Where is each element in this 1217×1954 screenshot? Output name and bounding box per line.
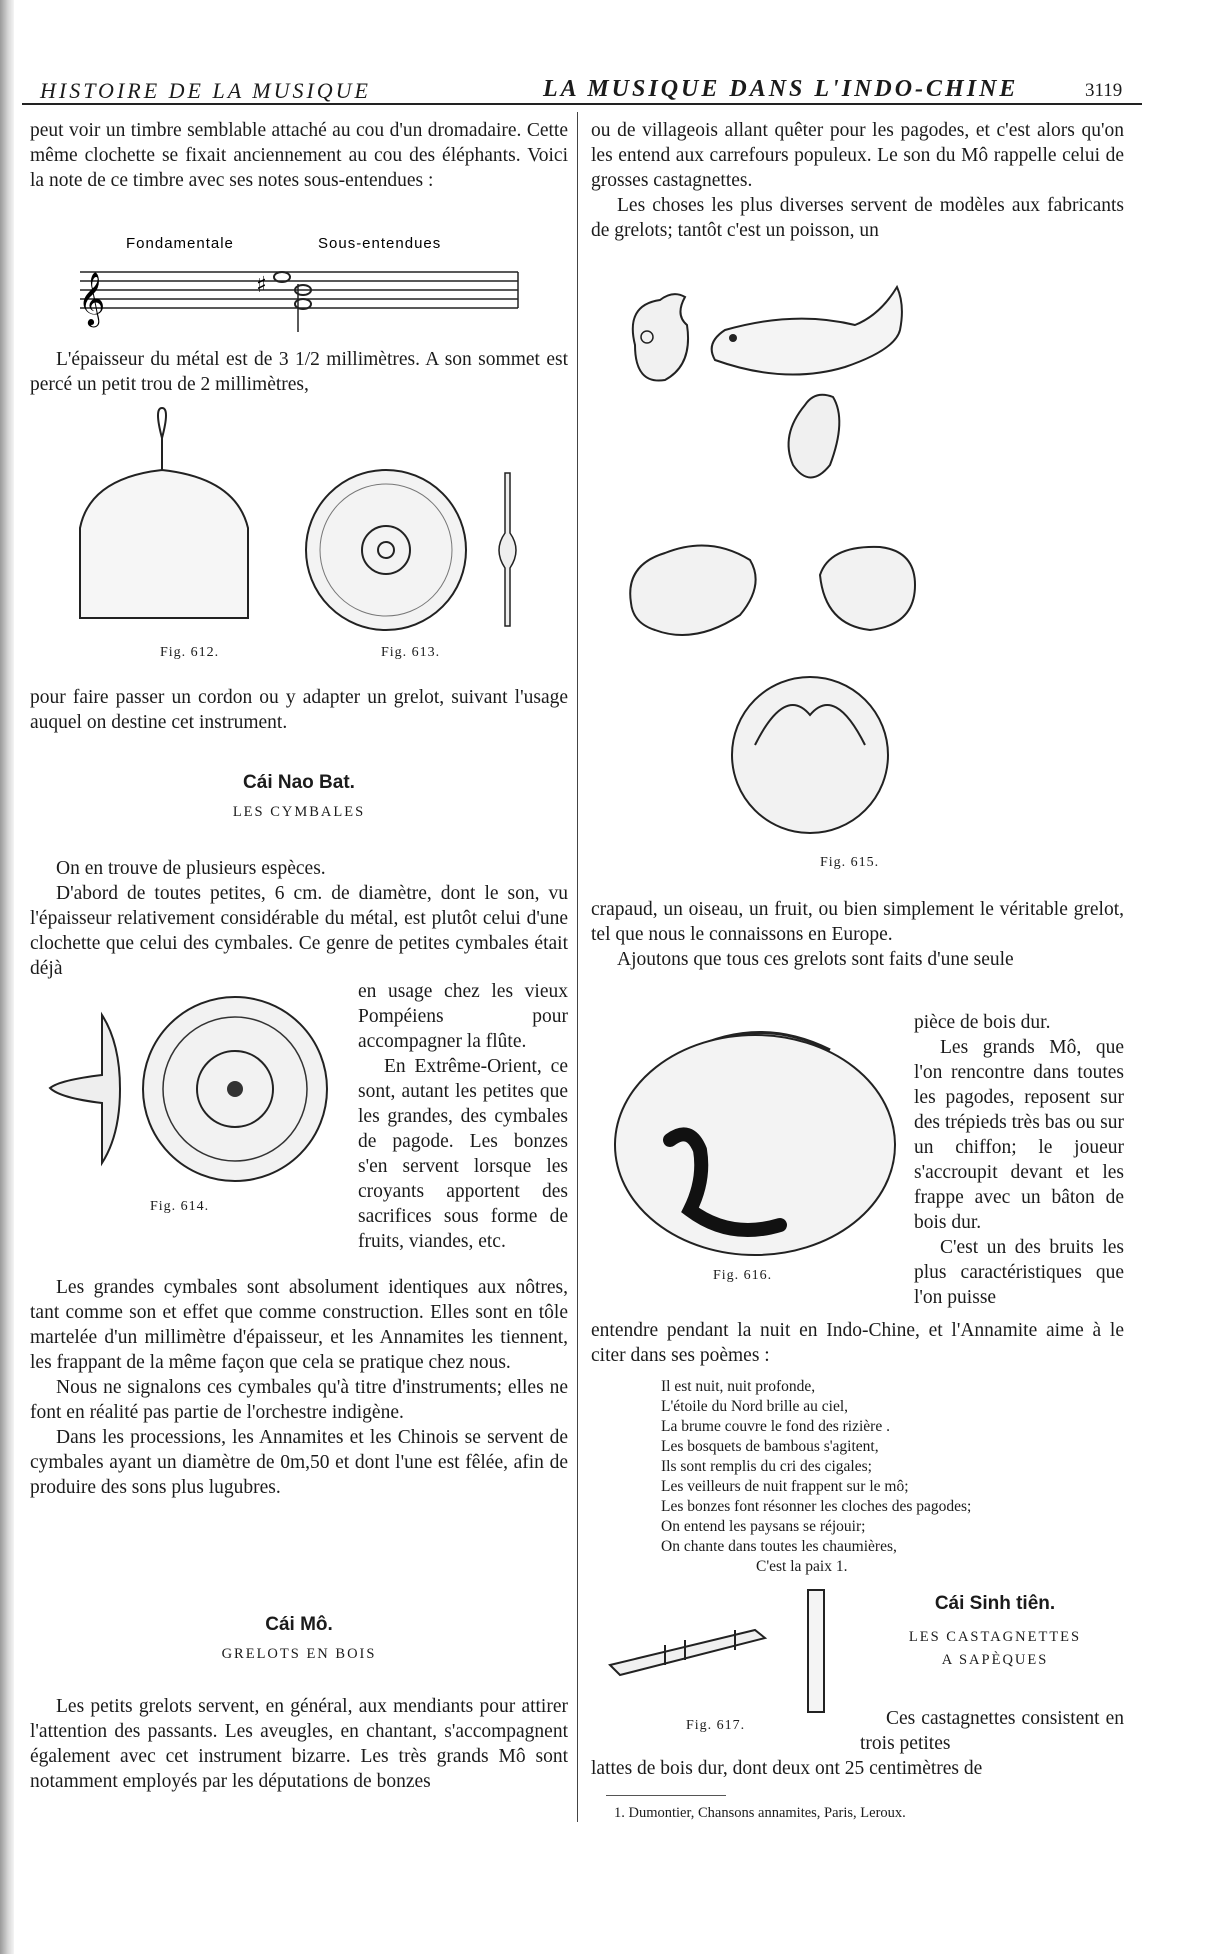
- paragraph: entendre pendant la nuit en Indo-Chine, et l'Annamite aime à le citer dans ses poèmes :: [591, 1320, 1124, 1366]
- paragraph: On en trouve de plusieurs espèces.: [56, 858, 326, 879]
- paragraph: Les choses les plus diverses servent de modèles aux fabricants de grelots; tantôt c'est un poisson, un: [591, 195, 1124, 241]
- poem-line: Les veilleurs de nuit frappent sur le mô;: [661, 1478, 909, 1495]
- paragraph: C'est un des bruits les plus caractéristiques que l'on puisse: [914, 1237, 1124, 1308]
- fig-616-caption: Fig. 616.: [713, 1268, 773, 1283]
- poem-line: C'est la paix 1.: [756, 1558, 848, 1575]
- figures-612-613: [70, 408, 550, 658]
- paragraph: ou de villageois allant quêter pour les pagodes, et c'est alors qu'on les entend aux carrefours populeux. Le son du Mô rappelle celui de grosses castagnettes.: [591, 120, 1124, 191]
- section-subtitle: A SAPÈQUES: [941, 1652, 1049, 1668]
- section-title: Cái Sinh tiên.: [934, 1593, 1056, 1614]
- paragraph: Les grandes cymbales sont absolument identiques aux nôtres, tant comme son et effet que comme construction. Elles sont en tôle martelée d'un millimètre d'épaisseur, et les Annamites les tiennent, les frappant de la même façon que cela se pratique chez nous.: [30, 1277, 568, 1373]
- paragraph: pièce de bois dur.: [914, 1012, 1051, 1033]
- right-para-3: [591, 897, 1124, 972]
- fig-614-caption: Fig. 614.: [150, 1199, 210, 1214]
- paragraph: lattes de bois dur, dont deux ont 25 centimètres de: [591, 1758, 983, 1779]
- poem-line: On entend les paysans se réjouir;: [661, 1518, 866, 1535]
- music-label-fondamentale: Fondamentale: [126, 235, 234, 252]
- poem-line: Ils sont remplis du cri des cigales;: [661, 1458, 872, 1475]
- section-subtitle: LES CASTAGNETTES: [908, 1629, 1082, 1645]
- section-mo: [30, 1614, 568, 1663]
- section-nao-bat: [30, 772, 568, 821]
- music-staff-figure: [70, 232, 530, 342]
- figure-614-cymbals: [40, 985, 340, 1195]
- page-binding-shadow: [0, 0, 14, 1954]
- left-para-4: [30, 856, 568, 981]
- left-para-7: [30, 1275, 568, 1500]
- svg-text:𝄞: 𝄞: [78, 271, 106, 325]
- fig-615-caption: Fig. 615.: [820, 855, 880, 870]
- paragraph: Nous ne signalons ces cymbales qu'à titre d'instruments; elles ne font en réalité pas partie de l'orchestre indigène.: [30, 1377, 568, 1423]
- left-wrap-text: [358, 979, 568, 1254]
- bell-drawing: [80, 408, 248, 618]
- music-label-sous-entendues: Sous-entendues: [318, 235, 442, 252]
- figure-617-castanets: [605, 1590, 845, 1720]
- section-subtitle: GRELOTS EN BOIS: [221, 1646, 377, 1662]
- footnote-rule: [606, 1795, 726, 1796]
- svg-text:♯: ♯: [256, 273, 267, 298]
- fig-612-caption: Fig. 612.: [160, 645, 220, 660]
- paragraph: Ajoutons que tous ces grelots sont faits d'une seule: [617, 949, 1014, 970]
- paragraph: peut voir un timbre semblable attaché au cou d'un dromadaire. Cette même clochette se fixait anciennement au cou des éléphants. Voici la note de ce timbre avec ses notes sous-entendues :: [30, 120, 568, 191]
- paragraph: en usage chez les vieux Pompéiens pour accompagner la flûte.: [358, 981, 568, 1052]
- figure-615-grelots: [615, 285, 1115, 845]
- section-title: Cái Mô.: [265, 1614, 333, 1635]
- right-para-8a: [860, 1706, 1124, 1756]
- figure-616-big-mo: [610, 1010, 910, 1270]
- paragraph: Ces castagnettes consistent en trois petites: [860, 1708, 1124, 1754]
- poem-line: Les bosquets de bambous s'agitent,: [661, 1438, 879, 1455]
- paragraph: D'abord de toutes petites, 6 cm. de diamètre, dont le son, vu l'épaisseur relativement considérable du métal, est plutôt celui d'une clochette que celui des cymbales. Ce genre de petites cymbales était déjà: [30, 883, 568, 979]
- paragraph: pour faire passer un cordon ou y adapter un grelot, suivant l'usage auquel on destine cet instrument.: [30, 687, 568, 733]
- right-intro: [591, 118, 1124, 243]
- poem: [661, 1377, 971, 1577]
- column-divider: [577, 112, 578, 1822]
- poem-line: Il est nuit, nuit profonde,: [661, 1378, 816, 1395]
- fig-613-caption: Fig. 613.: [381, 645, 441, 660]
- left-intro: [30, 118, 568, 193]
- fig-617-caption: Fig. 617.: [686, 1718, 746, 1733]
- poem-line: L'étoile du Nord brille au ciel,: [661, 1398, 849, 1415]
- section-sinh-tien: [870, 1593, 1120, 1669]
- header-left: HISTOIRE DE LA MUSIQUE: [40, 78, 371, 103]
- paragraph: Dans les processions, les Annamites et les Chinois se servent de cymbales ayant un diamètre de 0m,50 et dont l'une est fêlée, afin de produire des sons plus lugubres.: [30, 1427, 568, 1498]
- paragraph: L'épaisseur du métal est de 3 1/2 millimètres. A son sommet est percé un petit trou de 2 millimètres,: [30, 349, 568, 395]
- paragraph: Les petits grelots servent, en général, aux mendiants pour attirer l'attention des passants. Les aveugles, en chantant, s'accompagnent également avec cet instrument bizarre. Les très grands Mô sont notamment employés par les députations de bonzes: [30, 1696, 568, 1792]
- disc-drawing: [306, 470, 516, 630]
- right-wrap-text: [914, 1010, 1124, 1310]
- section-title: Cái Nao Bat.: [243, 772, 355, 793]
- poem-line: La brume couvre le fond des rizière .: [661, 1418, 890, 1435]
- paragraph: En Extrême-Orient, ce sont, autant les petites que les grandes, des cymbales de pagode. Les bonzes s'en servent lorsque les croyants apportent des sacrifices sous forme de fruits, viandes, etc.: [358, 1056, 568, 1252]
- poem-line: Les bonzes font résonner les cloches des pagodes;: [661, 1498, 972, 1515]
- right-para-7: [591, 1318, 1124, 1368]
- header-rule: [22, 103, 1142, 105]
- left-para-10: [30, 1694, 568, 1794]
- section-subtitle: LES CYMBALES: [232, 804, 366, 820]
- left-para-3: [30, 685, 568, 735]
- paragraph: crapaud, un oiseau, un fruit, ou bien simplement le véritable grelot, tel que nous le connaissons en Europe.: [591, 899, 1124, 945]
- footnote: 1. Dumontier, Chansons annamites, Paris, Leroux.: [614, 1805, 906, 1821]
- page-number: 3119: [1085, 80, 1123, 101]
- poem-line: On chante dans toutes les chaumières,: [661, 1538, 897, 1555]
- right-para-8b: [591, 1756, 1124, 1781]
- left-para-2: [30, 347, 568, 397]
- paragraph: Les grands Mô, que l'on rencontre dans toutes les pagodes, reposent sur des trépieds très bas ou sur un chiffon; le joueur s'accroupit devant et les frappe avec un bâton de bois dur.: [914, 1037, 1124, 1233]
- header-right: LA MUSIQUE DANS L'INDO-CHINE: [543, 76, 1019, 102]
